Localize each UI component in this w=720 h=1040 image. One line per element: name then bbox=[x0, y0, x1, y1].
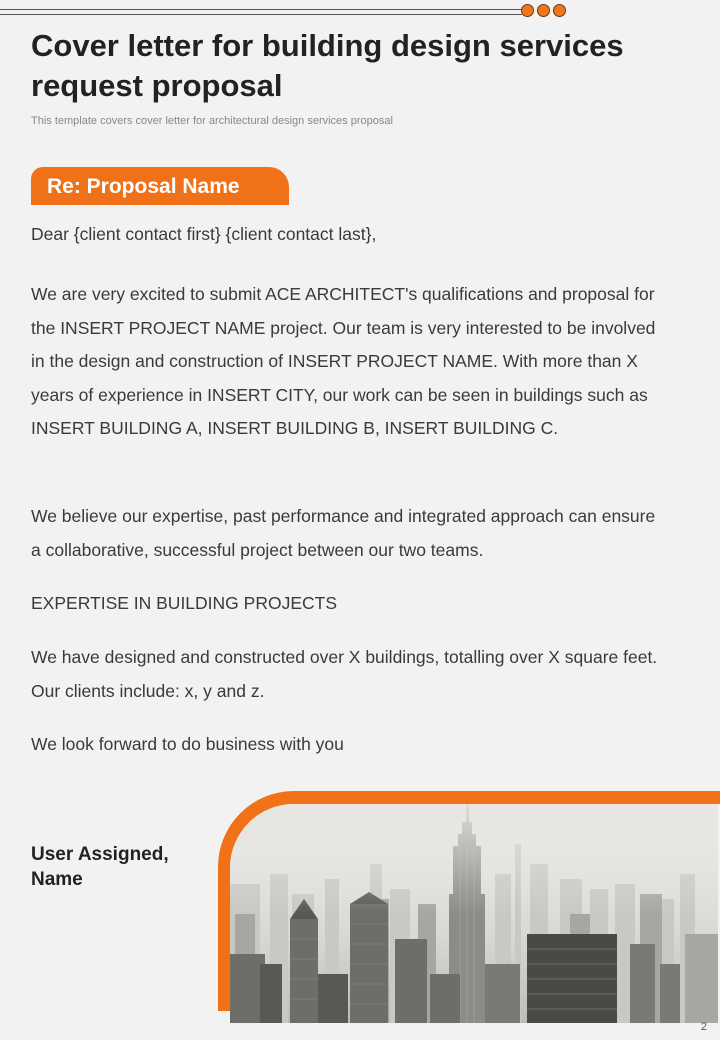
paragraph-expertise: We believe our expertise, past performance and integrated approach can ensure a collaborative, successful project between our two teams. bbox=[31, 506, 656, 560]
orange-dot-icon bbox=[521, 4, 534, 17]
page-number: 2 bbox=[700, 1021, 707, 1033]
page-title: Cover letter for building design services request proposal bbox=[31, 28, 624, 103]
header-dots bbox=[521, 4, 566, 17]
paragraph-closing: We look forward to do business with you bbox=[31, 734, 344, 754]
orange-dot-icon bbox=[537, 4, 550, 17]
page-subtitle: This template covers cover letter for architectural design services proposal bbox=[31, 115, 393, 127]
paragraph-buildings: We have designed and constructed over X buildings, totalling over X square feet. Our clients include: x, y and z. bbox=[31, 647, 658, 701]
header-rule bbox=[0, 9, 522, 15]
salutation: Dear {client contact first} {client contact last}, bbox=[31, 224, 377, 244]
orange-dot-icon bbox=[553, 4, 566, 17]
paragraph-intro: We are very excited to submit ACE ARCHITECT's qualifications and proposal for the INSERT PROJECT NAME project. Our team is very interested to be involved in the design and construction of INSERT PROJECT NAME. With more than X years of experience in INSERT CITY, our work can be seen in buildings such as INSERT BUILDING A, INSERT BUILDING B, INSERT BUILDING C. bbox=[31, 284, 656, 439]
section-heading: EXPERTISE IN BUILDING PROJECTS bbox=[31, 593, 337, 613]
re-proposal-banner: Re: Proposal Name bbox=[31, 167, 289, 205]
signature-name: User Assigned, Name bbox=[31, 844, 169, 890]
city-skyline-image bbox=[230, 804, 718, 1023]
